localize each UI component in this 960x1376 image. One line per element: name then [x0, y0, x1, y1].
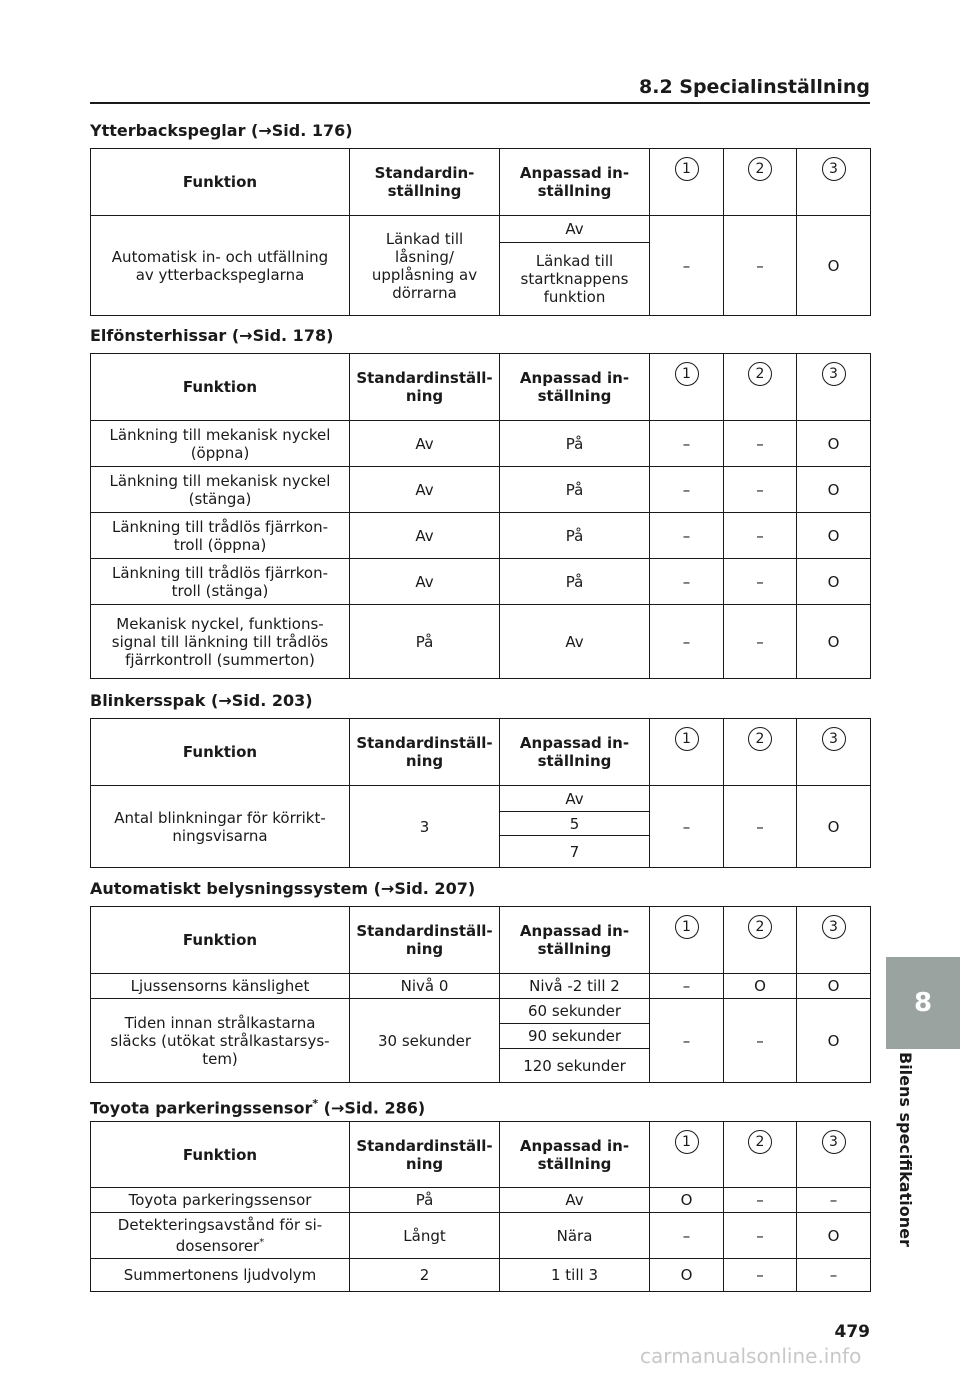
col-3 — [797, 907, 871, 974]
cell-c3: O — [797, 421, 871, 467]
circled-1-icon: 1 — [675, 727, 699, 751]
cell-anpassad: På — [500, 559, 650, 605]
table-row — [91, 999, 871, 1024]
cell-anpassad: Av — [500, 1188, 650, 1213]
table-header-row — [91, 907, 871, 974]
cell-c2: – — [724, 605, 797, 679]
circled-1-icon: 1 — [675, 1130, 699, 1154]
cell-c2: – — [724, 999, 797, 1083]
cell-c3: – — [797, 1188, 871, 1213]
col-1 — [650, 149, 724, 216]
cell-c1: – — [650, 605, 724, 679]
cell-standard: 2 — [350, 1259, 500, 1292]
cell-standard: På — [350, 605, 500, 679]
cell-c2: – — [724, 421, 797, 467]
section-title-belysningssystem: Automatiskt belysningssystem (→Sid. 207) — [90, 879, 476, 898]
cell-anpassad: Av — [500, 216, 650, 243]
cell-standard: 30 sekunder — [350, 999, 500, 1083]
cell-c3: O — [797, 786, 871, 868]
circled-2-icon: 2 — [748, 727, 772, 751]
col-anpassad: Anpassad in- ställning — [500, 907, 650, 974]
cell-anpassad: 5 — [500, 812, 650, 836]
col-anpassad: Anpassad in- ställning — [500, 1122, 650, 1188]
header-title: 8.2 Specialinställning — [639, 76, 870, 98]
cell-c1: – — [650, 467, 724, 513]
cell-anpassad: Av — [500, 605, 650, 679]
cell-anpassad: Nära — [500, 1213, 650, 1259]
col-funktion: Funktion — [91, 907, 350, 974]
watermark: carmanualsonline.info — [640, 1344, 862, 1368]
cell-standard: Av — [350, 467, 500, 513]
cell-c3: O — [797, 605, 871, 679]
cell-funktion: Länkning till trådlös fjärrkon- troll (öppna) — [91, 513, 350, 559]
cell-c2: – — [724, 216, 797, 316]
cell-standard: Av — [350, 421, 500, 467]
cell-standard: Länkad till låsning/ upplåsning av dörrarna — [350, 216, 500, 316]
page-header — [90, 74, 870, 104]
cell-anpassad: Länkad till startknappens funktion — [500, 243, 650, 316]
cell-c1: O — [650, 1188, 724, 1213]
col-anpassad: Anpassad in- ställning — [500, 719, 650, 786]
page-number: 479 — [834, 1322, 870, 1342]
footnote-star: * — [259, 1237, 265, 1248]
circled-1-icon: 1 — [675, 915, 699, 939]
col-1 — [650, 719, 724, 786]
cell-c1: – — [650, 974, 724, 999]
cell-c2: – — [724, 559, 797, 605]
cell-anpassad: Av — [500, 786, 650, 812]
cell-c1: – — [650, 421, 724, 467]
col-1 — [650, 1122, 724, 1188]
table-ytterbackspeglar — [90, 148, 871, 316]
cell-c3: O — [797, 999, 871, 1083]
section-title-ytterbackspeglar: Ytterbackspeglar (→Sid. 176) — [90, 121, 353, 140]
col-funktion: Funktion — [91, 719, 350, 786]
col-anpassad: Anpassad in- ställning — [500, 354, 650, 421]
col-anpassad: Anpassad in- ställning — [500, 149, 650, 216]
table-row — [91, 1213, 871, 1259]
table-belysningssystem — [90, 906, 871, 1083]
table-header-row — [91, 719, 871, 786]
cell-standard: På — [350, 1188, 500, 1213]
table-row — [91, 216, 871, 243]
circled-3-icon: 3 — [822, 157, 846, 181]
col-2 — [724, 354, 797, 421]
cell-anpassad: 90 sekunder — [500, 1024, 650, 1049]
chapter-number: 8 — [913, 988, 933, 1018]
cell-c1: – — [650, 786, 724, 868]
section-title-blinkersspak: Blinkersspak (→Sid. 203) — [90, 691, 313, 710]
circled-1-icon: 1 — [675, 157, 699, 181]
table-row — [91, 1188, 871, 1213]
circled-3-icon: 3 — [822, 362, 846, 386]
col-standard: Standardinställ- ning — [350, 719, 500, 786]
col-funktion: Funktion — [91, 1122, 350, 1188]
table-row — [91, 786, 871, 812]
cell-standard: Långt — [350, 1213, 500, 1259]
cell-anpassad: 60 sekunder — [500, 999, 650, 1024]
cell-funktion: Länkning till trådlös fjärrkon- troll (stänga) — [91, 559, 350, 605]
chapter-label — [889, 1052, 919, 1262]
cell-c3: O — [797, 974, 871, 999]
cell-c2: – — [724, 786, 797, 868]
cell-funktion: Summertonens ljudvolym — [91, 1259, 350, 1292]
col-standard: Standardinställ- ning — [350, 907, 500, 974]
cell-c2: – — [724, 1259, 797, 1292]
cell-anpassad: På — [500, 421, 650, 467]
cell-c3: O — [797, 559, 871, 605]
cell-standard: Av — [350, 559, 500, 605]
table-header-row — [91, 149, 871, 216]
cell-funktion: Antal blinkningar för körrikt- ningsvisarna — [91, 786, 350, 868]
cell-anpassad: Nivå -2 till 2 — [500, 974, 650, 999]
cell-standard: Av — [350, 513, 500, 559]
cell-funktion: Tiden innan strålkastarna släcks (utökat strålkastarsys- tem) — [91, 999, 350, 1083]
circled-3-icon: 3 — [822, 915, 846, 939]
cell-funktion-text: Detekteringsavstånd för si- dosensorer — [117, 1216, 323, 1255]
table-row — [91, 605, 871, 679]
cell-c3: O — [797, 513, 871, 559]
table-header-row — [91, 354, 871, 421]
cell-funktion: Mekanisk nyckel, funktions- signal till länkning till trådlös fjärrkontroll (summerton) — [91, 605, 350, 679]
cell-c3: – — [797, 1259, 871, 1292]
table-row — [91, 513, 871, 559]
chapter-tab — [886, 957, 960, 1049]
circled-3-icon: 3 — [822, 1130, 846, 1154]
cell-anpassad: På — [500, 513, 650, 559]
cell-funktion: Automatisk in- och utfällning av ytterbackspeglarna — [91, 216, 350, 316]
circled-2-icon: 2 — [748, 362, 772, 386]
col-standard: Standardinställ- ning — [350, 354, 500, 421]
footnote-star: * — [312, 1097, 319, 1110]
col-3 — [797, 149, 871, 216]
col-2 — [724, 149, 797, 216]
cell-c2: O — [724, 974, 797, 999]
col-3 — [797, 719, 871, 786]
table-row — [91, 559, 871, 605]
cell-c3: O — [797, 216, 871, 316]
cell-funktion: Ljussensorns känslighet — [91, 974, 350, 999]
section-title-elfonsterhissar: Elfönsterhissar (→Sid. 178) — [90, 326, 334, 345]
cell-standard: 3 — [350, 786, 500, 868]
cell-c2: – — [724, 467, 797, 513]
col-2 — [724, 907, 797, 974]
table-blinkersspak — [90, 718, 871, 868]
col-3 — [797, 354, 871, 421]
cell-funktion: Toyota parkeringssensor — [91, 1188, 350, 1213]
cell-c1: O — [650, 1259, 724, 1292]
section-title-text: Toyota parkeringssensor — [90, 1098, 313, 1118]
cell-c2: – — [724, 513, 797, 559]
col-standard: Standardinställ- ning — [350, 1122, 500, 1188]
circled-1-icon: 1 — [675, 362, 699, 386]
table-row — [91, 421, 871, 467]
col-funktion: Funktion — [91, 149, 350, 216]
cell-c1: – — [650, 999, 724, 1083]
cell-c1: – — [650, 559, 724, 605]
table-elfonsterhissar — [90, 353, 871, 679]
cell-funktion: Länkning till mekanisk nyckel (öppna) — [91, 421, 350, 467]
table-parkeringssensor — [90, 1121, 871, 1292]
table-row — [91, 1259, 871, 1292]
cell-c3: O — [797, 467, 871, 513]
cell-standard: Nivå 0 — [350, 974, 500, 999]
cell-c1: – — [650, 216, 724, 316]
col-1 — [650, 354, 724, 421]
cell-anpassad: 1 till 3 — [500, 1259, 650, 1292]
cell-c1: – — [650, 1213, 724, 1259]
cell-anpassad: 7 — [500, 836, 650, 868]
col-2 — [724, 719, 797, 786]
circled-2-icon: 2 — [748, 157, 772, 181]
cell-anpassad: På — [500, 467, 650, 513]
col-standard: Standardin- ställning — [350, 149, 500, 216]
table-row — [91, 974, 871, 999]
table-header-row — [91, 1122, 871, 1188]
cell-c2: – — [724, 1213, 797, 1259]
table-row — [91, 467, 871, 513]
circled-2-icon: 2 — [748, 915, 772, 939]
section-title-ref: (→Sid. 286) — [318, 1098, 426, 1118]
cell-c1: – — [650, 513, 724, 559]
cell-anpassad: 120 sekunder — [500, 1049, 650, 1083]
section-title-parkeringssensor — [90, 1094, 425, 1118]
cell-funktion — [91, 1213, 350, 1259]
cell-c3: O — [797, 1213, 871, 1259]
circled-3-icon: 3 — [822, 727, 846, 751]
cell-funktion: Länkning till mekanisk nyckel (stänga) — [91, 467, 350, 513]
col-1 — [650, 907, 724, 974]
col-2 — [724, 1122, 797, 1188]
circled-2-icon: 2 — [748, 1130, 772, 1154]
col-funktion: Funktion — [91, 354, 350, 421]
chapter-label-text: Bilens specifikationer — [896, 1052, 915, 1247]
cell-c2: – — [724, 1188, 797, 1213]
col-3 — [797, 1122, 871, 1188]
